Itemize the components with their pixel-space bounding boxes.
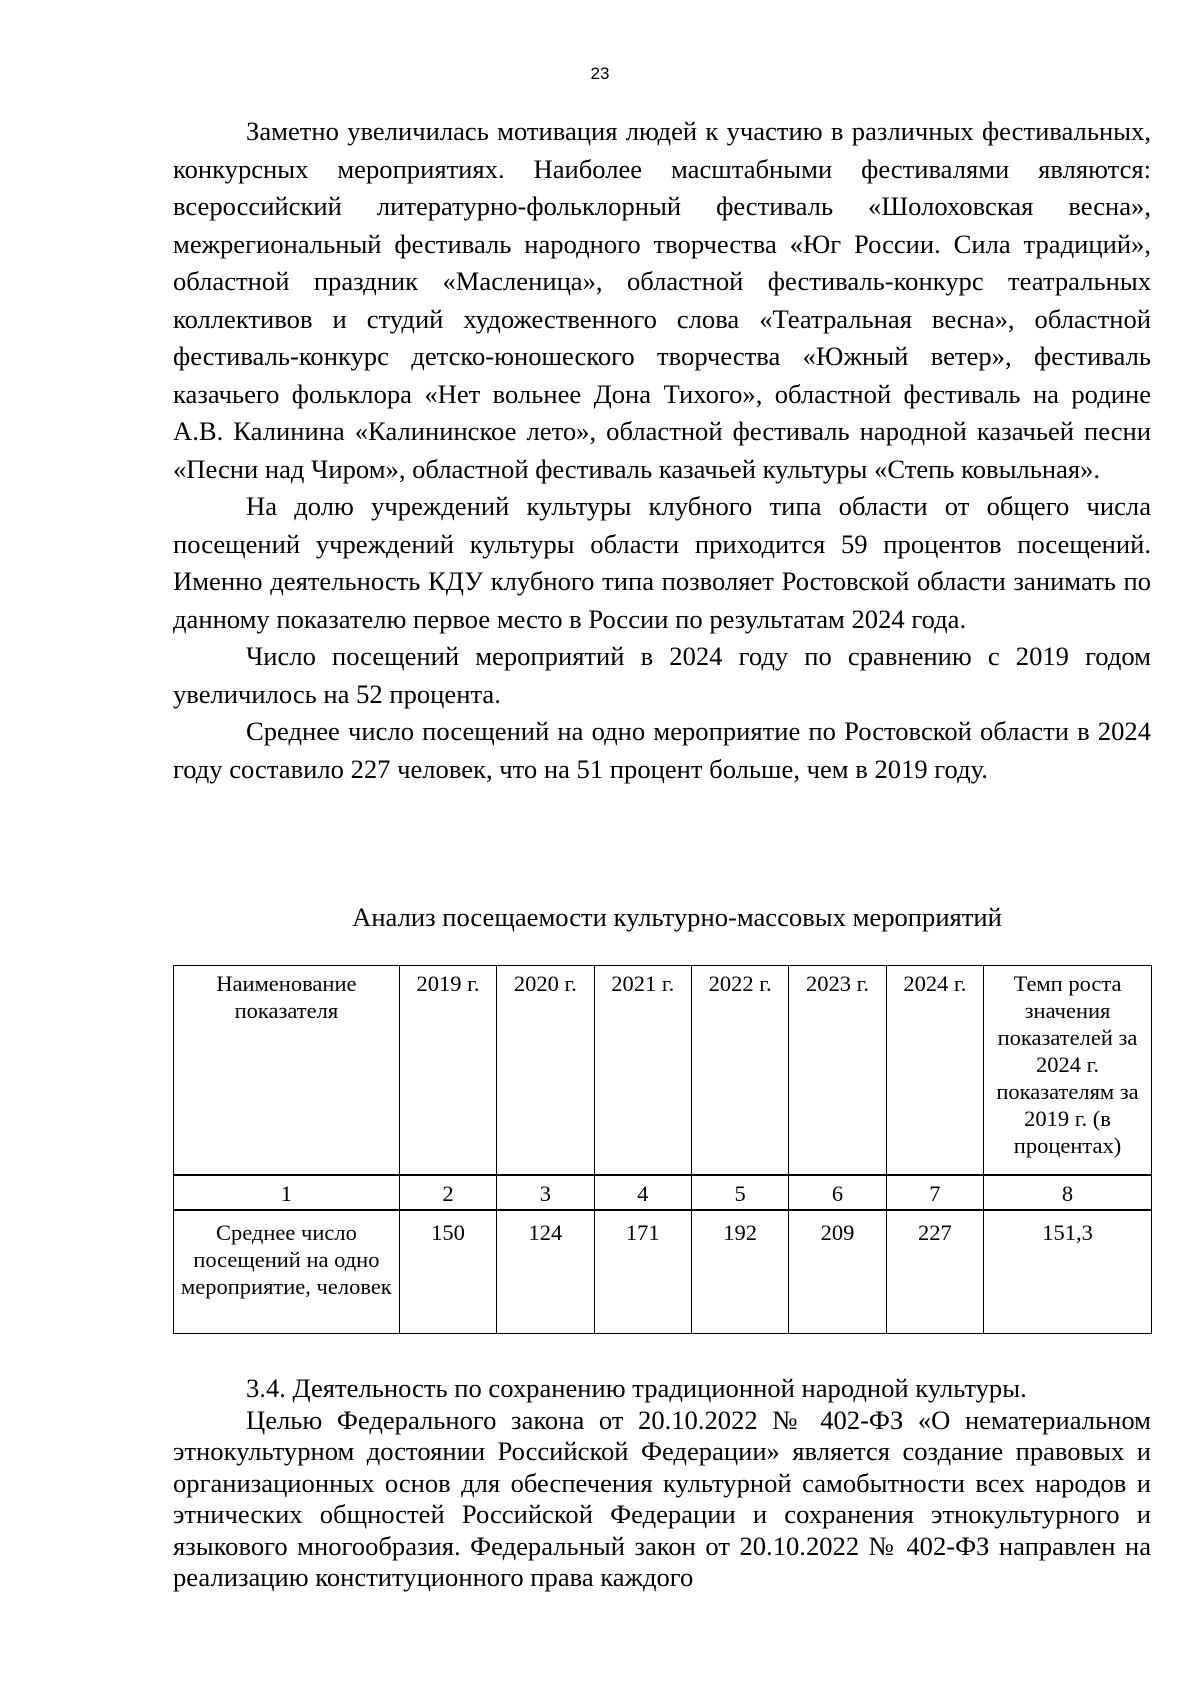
- paragraph-festivals: Заметно увеличилась мотивация людей к участию в различных фестивальных, конкурсных мероприятиях. Наиболее масштабными фестивалями являются: всероссийский литературно-фольклорный фестиваль «Шолоховская весна», межрегиональный фестиваль народного творчества «Юг России. Сила традиций», областной праздник «Масленица», областной фестиваль-конкурс театральных коллективов и студий художественного слова «Театральная весна», областной фестиваль-конкурс детско-юношеского творчества «Южный ветер», фестиваль казачьего фольклора «Нет вольнее Дона Тихого», областной фестиваль на родине А.В. Калинина «Калининское лето», областной фестиваль народной казачьей песни «Песни над Чиром», областной фестиваль казачьей культуры «Степь ковыльная».: [173, 116, 1151, 484]
- header-cell: 2024 г.: [886, 966, 983, 1176]
- column-number-cell: 4: [594, 1175, 691, 1210]
- table-cell: 151,3: [984, 1210, 1152, 1334]
- header-cell: 2022 г.: [691, 966, 788, 1176]
- table-title: Анализ посещаемости культурно-массовых мероприятий: [352, 902, 1002, 932]
- table-header-row: [174, 966, 1152, 1176]
- column-number-cell: 1: [174, 1175, 400, 1210]
- header-cell: Наименование показателя: [174, 966, 400, 1176]
- table-row: [174, 1210, 1152, 1334]
- header-cell: 2019 г.: [399, 966, 496, 1176]
- page-number: 23: [590, 64, 610, 83]
- column-number-cell: 7: [886, 1175, 983, 1210]
- table-cell: 150: [399, 1210, 496, 1334]
- table-cell: 171: [594, 1210, 691, 1334]
- section-text: [173, 1373, 1151, 1594]
- column-number-cell: 2: [399, 1175, 496, 1210]
- table-cell: 227: [886, 1210, 983, 1334]
- column-number-cell: 3: [497, 1175, 594, 1210]
- header-cell: Темп роста значения показателей за 2024 г. показателям за 2019 г. (в процентах): [984, 966, 1152, 1176]
- column-number-cell: 5: [691, 1175, 788, 1210]
- column-number-cell: 8: [984, 1175, 1152, 1210]
- paragraph-club-share: На долю учреждений культуры клубного типа области от общего числа посещений учреждений культуры области приходится 59 процентов посещений. Именно деятельность КДУ клубного типа позволяет Ростовской области занимать по данному показателю первое место в России по результатам 2024 года.: [173, 491, 1151, 634]
- header-cell: 2023 г.: [789, 966, 886, 1176]
- attendance-table: [173, 965, 1152, 1334]
- section-heading: 3.4. Деятельность по сохранению традиционной народной культуры.: [246, 1373, 1027, 1403]
- table-cell: Среднее число посещений на одно мероприятие, человек: [174, 1210, 400, 1334]
- paragraph-visits-growth: Число посещений мероприятий в 2024 году по сравнению с 2019 годом увеличилось на 52 процента.: [173, 641, 1151, 709]
- table-cell: 124: [497, 1210, 594, 1334]
- header-cell: 2020 г.: [497, 966, 594, 1176]
- header-cell: 2021 г.: [594, 966, 691, 1176]
- intro-text: [173, 113, 1151, 788]
- paragraph-average-visits: Среднее число посещений на одно мероприятие по Ростовской области в 2024 году составило 227 человек, что на 51 процент больше, чем в 2019 году.: [173, 716, 1151, 784]
- table-column-numbers-row: [174, 1175, 1152, 1210]
- table-cell: 192: [691, 1210, 788, 1334]
- paragraph-federal-law: Целью Федерального закона от 20.10.2022 № 402-ФЗ «О нематериальном этнокультурном достоянии Российской Федерации» является создание правовых и организационных основ для обеспечения культурной самобытности всех народов и этнических общностей Российской Федерации и сохранения этнокультурного и языкового многообразия. Федеральный закон от 20.10.2022 № 402-ФЗ направлен на реализацию конституционного права каждого: [173, 1404, 1151, 1592]
- table-cell: 209: [789, 1210, 886, 1334]
- column-number-cell: 6: [789, 1175, 886, 1210]
